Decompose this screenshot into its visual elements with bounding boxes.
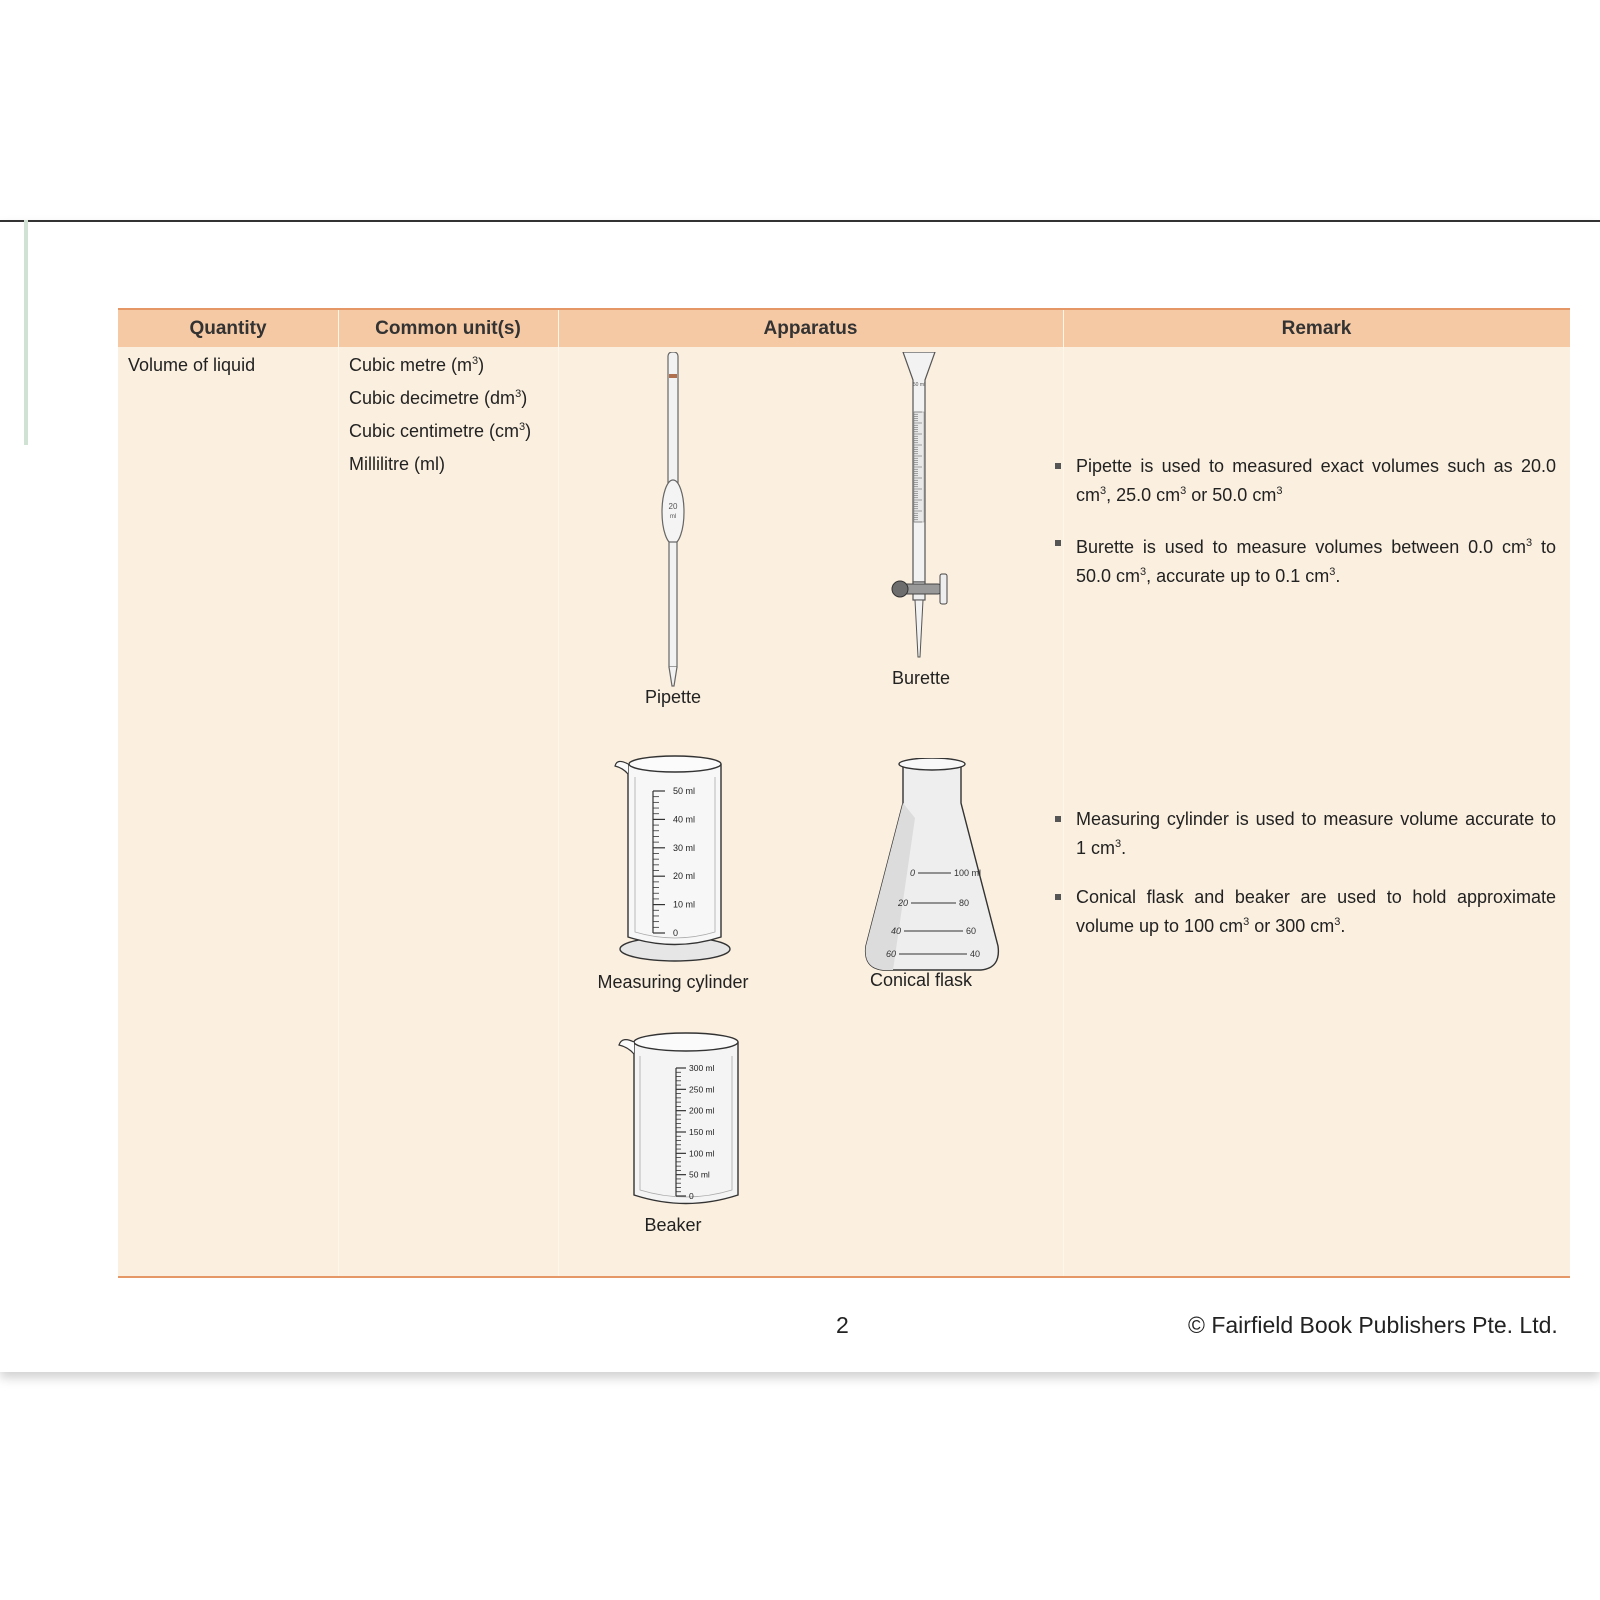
beaker-mark-label: 100 ml [689, 1148, 715, 1159]
unit-item: Cubic metre $(m^3)$ [349, 355, 485, 375]
pipette-caption: Pipette [644, 687, 702, 707]
bullet-icon [1055, 463, 1061, 469]
remark-item: Burette is used to measure volumes between 0.0 $cm^3$ to 50.0 $cm^3$, accurate up to 0.1 $cm^3$. [1076, 531, 1556, 589]
beaker-mark-label: 250 ml [689, 1084, 715, 1095]
header-apparatus: Apparatus [763, 318, 858, 339]
remark-item: Measuring cylinder is used to measure volume accurate to 1 $cm^3$. [1076, 807, 1556, 861]
cylinder-mark-label: 0 [673, 928, 679, 938]
cylinder-mark-label: 50 ml [673, 786, 696, 796]
pipette-bulb-unit: ml [669, 514, 677, 520]
conical-flask-caption: Conical flask [869, 970, 973, 990]
unit-item: Millilitre (ml) [349, 454, 445, 474]
beaker-mark-label: 0 [689, 1191, 694, 1201]
page-spine-strip [24, 220, 28, 445]
measuring-cylinder-caption: Measuring cylinder [597, 972, 749, 992]
header-common-units: Common unit(s) [375, 318, 521, 339]
flask-mark-label: 0 [909, 868, 915, 878]
cylinder-mark-label: 10 ml [673, 899, 696, 910]
flask-mark-label: 60 [966, 926, 977, 936]
quantity-cell: Volume of liquid [128, 355, 256, 375]
flask-mark-label: 20 [897, 898, 908, 908]
remark-item: Pipette is used to measured exact volumes such as 20.0 $cm^3$, 25.0 $cm^3$ or 50.0 $cm^3$ [1076, 454, 1556, 508]
header-quantity: Quantity [189, 318, 267, 339]
remark-item: Conical flask and beaker are used to hold approximate volume up to 100 $cm^3$ or 300 $cm^3$. [1076, 885, 1556, 939]
conical-flask-illustration [863, 758, 1003, 973]
column-divider [338, 310, 339, 1276]
beaker-mark-label: 150 ml [689, 1127, 715, 1137]
beaker-caption: Beaker [644, 1215, 702, 1235]
header-remark: Remark [1281, 318, 1352, 339]
beaker-mark-label: 200 ml [689, 1105, 715, 1116]
measuring-cylinder-illustration [613, 752, 738, 972]
cylinder-mark-label: 20 ml [673, 871, 696, 882]
copyright-notice: © Fairfield Book Publishers Pte. Ltd. [1188, 1312, 1558, 1338]
column-divider [558, 310, 559, 1276]
bullet-icon [1055, 816, 1061, 822]
flask-mark-label: 100 ml [954, 868, 982, 878]
pipette-bulb-label: 20 [668, 502, 678, 511]
beaker-mark-label: 300 ml [689, 1063, 715, 1073]
page-number: 2 [836, 1312, 849, 1338]
unit-item: Cubic decimetre $(dm^3)$ [349, 388, 528, 408]
beaker-illustration [616, 1030, 756, 1215]
beaker-mark-label: 50 ml [689, 1169, 710, 1180]
burette-illustration [888, 352, 968, 672]
flask-mark-label: 80 [959, 898, 970, 908]
burette-caption: Burette [891, 668, 951, 688]
flask-mark-label: 60 [885, 949, 896, 959]
cylinder-mark-label: 30 ml [673, 842, 696, 853]
units-table [118, 308, 1570, 1278]
unit-item: Cubic centimetre $(cm^3)$ [349, 421, 532, 441]
bullet-icon [1055, 540, 1061, 546]
column-divider [1063, 310, 1064, 1276]
burette-top-label: 50 ml [912, 382, 926, 388]
cylinder-mark-label: 40 ml [673, 814, 696, 825]
flask-mark-label: 40 [970, 949, 981, 959]
table-header-row [118, 310, 1570, 347]
bullet-icon [1055, 894, 1061, 900]
flask-mark-label: 40 [890, 926, 901, 936]
pipette-illustration [648, 352, 698, 692]
